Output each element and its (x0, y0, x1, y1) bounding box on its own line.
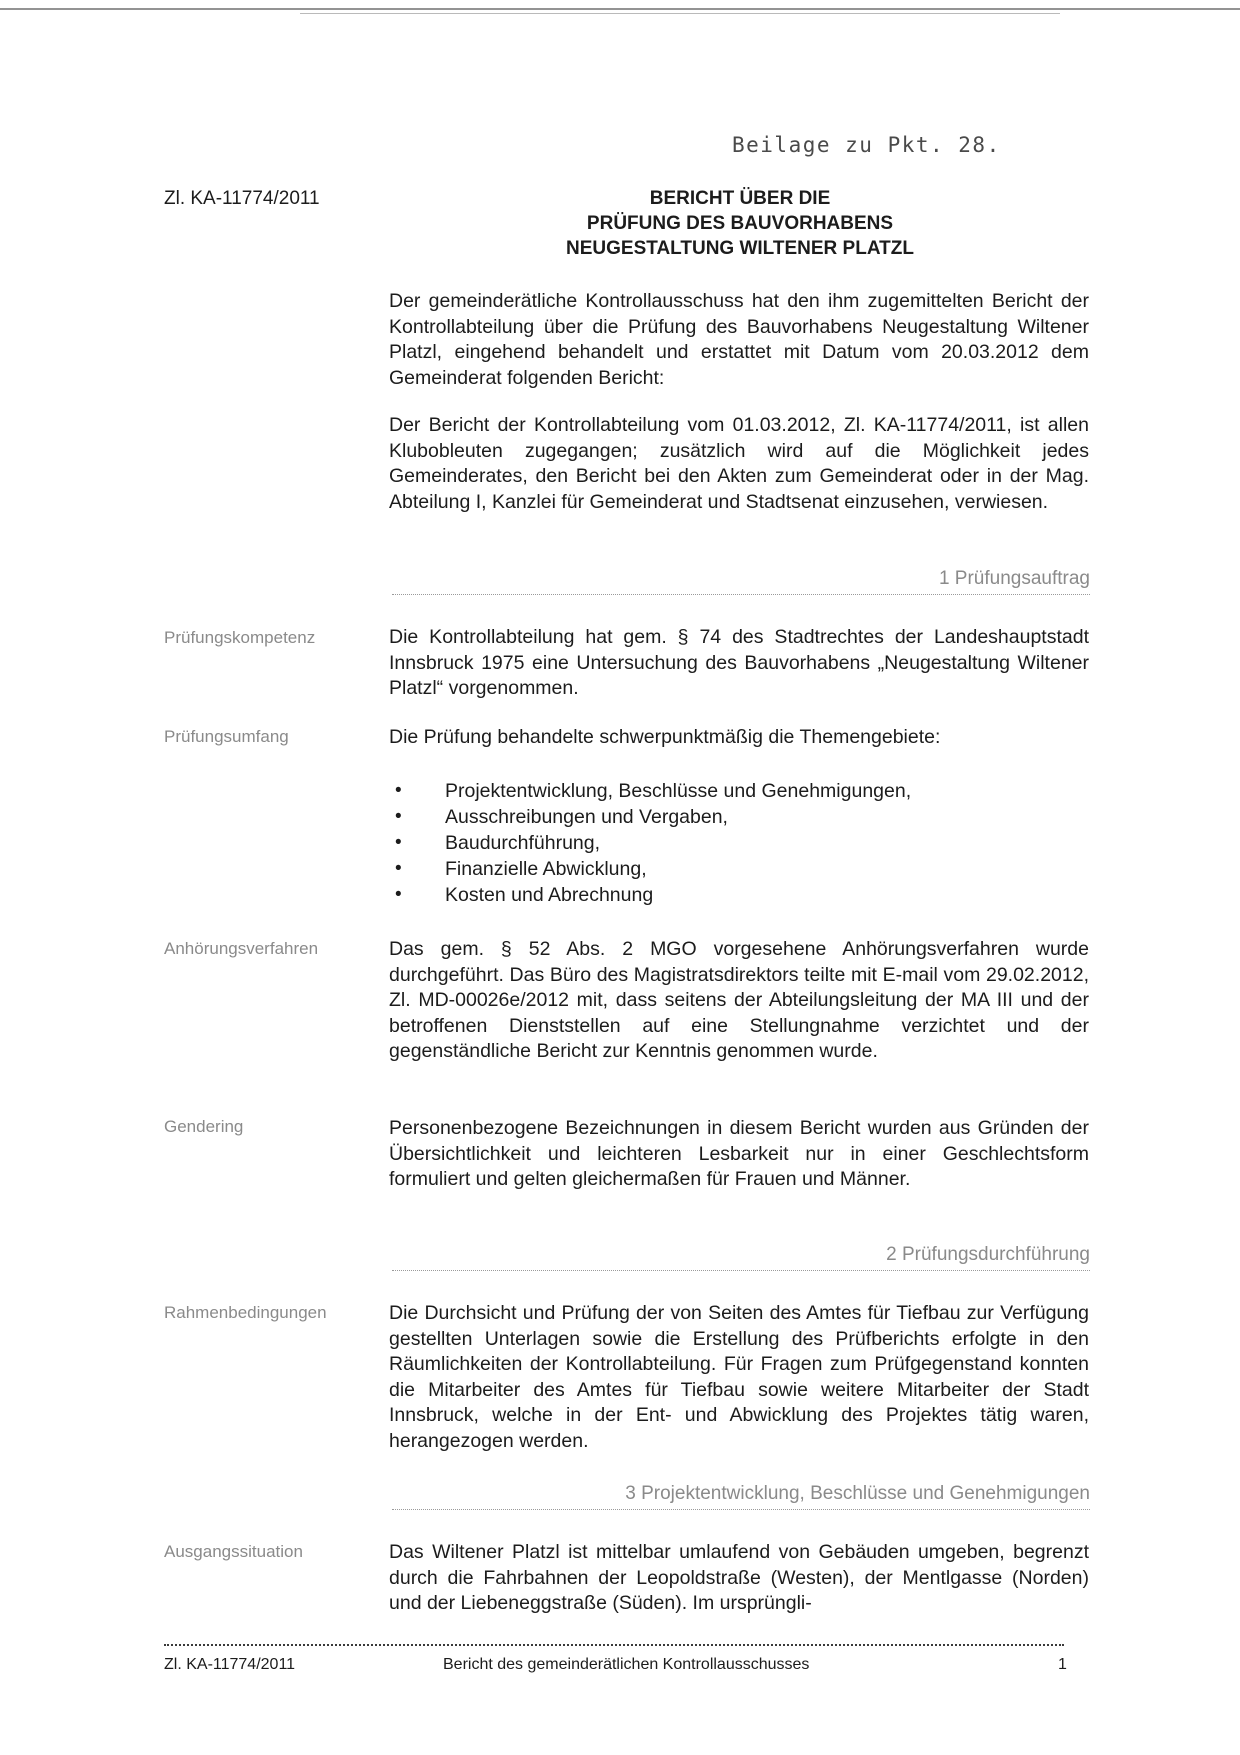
section-divider (392, 1270, 1090, 1271)
intro-paragraph-2: Der Bericht der Kontrollabteilung vom 01.03.2012, Zl. KA-11774/2011, ist allen Klubobleuten zugegangen; zusätzlich wird auf die Möglichkeit jedes Gemeinderates, den Bericht bei den Akten zum Gemeinderat oder in der Mag. Abteilung I, Kanzlei für Gemeinderat und Stadtsenat einzusehen, verwiesen. (389, 414, 1089, 513)
bullet-icon: • (395, 780, 402, 801)
title-line-2: PRÜFUNG DES BAUVORHABENS (586, 213, 894, 234)
list-item: • Ausschreibungen und Vergaben, (395, 806, 728, 828)
margin-label-rahmen: Rahmenbedingungen (164, 1303, 327, 1322)
section-heading-2: 2 Prüfungsdurchführung (886, 1244, 1090, 1265)
scan-edge-line (0, 8, 1240, 10)
list-item: • Baudurchführung, (395, 832, 601, 854)
section-heading-3: 3 Projektentwicklung, Beschlüsse und Genehmigungen (625, 1483, 1090, 1504)
page-number: 1 (1058, 1656, 1067, 1673)
margin-label-ausgang: Ausgangssituation (164, 1542, 303, 1561)
section-divider (392, 594, 1090, 595)
list-item: • Finanzielle Abwicklung, (395, 858, 647, 880)
title-line-3: NEUGESTALTUNG WILTENER PLATZL (566, 238, 914, 259)
ausgang-paragraph: Das Wiltener Platzl ist mittelbar umlaufend von Gebäuden umgeben, begrenzt durch die Fahrbahnen der Leopoldstraße (Westen), der Mentlgasse (Norden) und der Liebeneggstraße (Süden). Im ursprüngli- (389, 1541, 1089, 1614)
title-line-1: BERICHT ÜBER DIE (649, 188, 831, 209)
footer-reference: Zl. KA-11774/2011 (164, 1656, 296, 1673)
topic-list (395, 778, 911, 908)
gendering-paragraph: Personenbezogene Bezeichnungen in diesem Bericht wurden aus Gründen der Übersichtlichkeit und leichteren Lesbarkeit nur in einer Geschlechtsform formuliert und gelten gleichermaßen für Frauen und Männer. (389, 1117, 1089, 1190)
anhoerung-paragraph: Das gem. § 52 Abs. 2 MGO vorgesehene Anhörungsverfahren wurde durchgeführt. Das Büro des Magistratsdirektors teilte mit E-mail vom 29.02.2012, Zl. MD-00026e/2012 mit, dass seitens der Abteilungsleitung der MA III und der betroffenen Dienststellen auf eine Stellungnahme verzichtet und der gegenständliche Bericht zur Kenntnis genommen wurde. (389, 938, 1089, 1062)
reference-number: Zl. KA-11774/2011 (164, 188, 320, 209)
kompetenz-paragraph: Die Kontrollabteilung hat gem. § 74 des Stadtrechtes der Landeshauptstadt Innsbruck 1975 eine Untersuchung des Bauvorhabens „Neugestaltung Wiltener Platzl“ vorgenommen. (389, 626, 1089, 699)
bullet-icon: • (395, 858, 402, 879)
section-heading-1: 1 Prüfungsauftrag (938, 568, 1090, 589)
bullet-icon: • (395, 832, 402, 853)
rahmen-paragraph: Die Durchsicht und Prüfung der von Seiten des Amtes für Tiefbau zur Verfügung gestellten Unterlagen sowie die Erstellung des Prüfberichts erfolgte in den Räumlichkeiten der Kontrollabteilung. Für Fragen zum Prüfgegenstand konnten die Mitarbeiter des Amtes für Tiefbau sowie weitere Mitarbeiter der Stadt Innsbruck, welche in der Ent- und Abwicklung des Projektes tätig waren, herangezogen werden. (389, 1302, 1089, 1452)
margin-label-umfang: Prüfungsumfang (164, 727, 289, 746)
margin-label-kompetenz: Prüfungskompetenz (164, 628, 316, 647)
umfang-paragraph: Die Prüfung behandelte schwerpunktmäßig die Themengebiete: (389, 726, 941, 748)
attachment-stamp: Beilage zu Pkt. 28. (732, 133, 1001, 157)
scan-edge-line (300, 13, 1060, 14)
section-divider (392, 1509, 1090, 1510)
footer-divider (164, 1644, 1064, 1646)
margin-label-gendering: Gendering (164, 1117, 244, 1136)
intro-paragraph-1: Der gemeinderätliche Kontrollausschuss hat den ihm zugemittelten Bericht der Kontrollabteilung über die Prüfung des Bauvorhabens Neugestaltung Wiltener Platzl, eingehend behandelt und erstattet mit Datum vom 20.03.2012 dem Gemeinderat folgenden Bericht: (389, 290, 1089, 389)
bullet-icon: • (395, 806, 402, 827)
list-item: • Kosten und Abrechnung (395, 884, 654, 906)
bullet-icon: • (395, 884, 402, 905)
list-item: • Projektentwicklung, Beschlüsse und Genehmigungen, (395, 780, 912, 802)
document-title (520, 186, 960, 261)
margin-label-anhoerung: Anhörungsverfahren (164, 939, 319, 958)
footer-title: Bericht des gemeinderätlichen Kontrollausschusses (443, 1656, 810, 1673)
